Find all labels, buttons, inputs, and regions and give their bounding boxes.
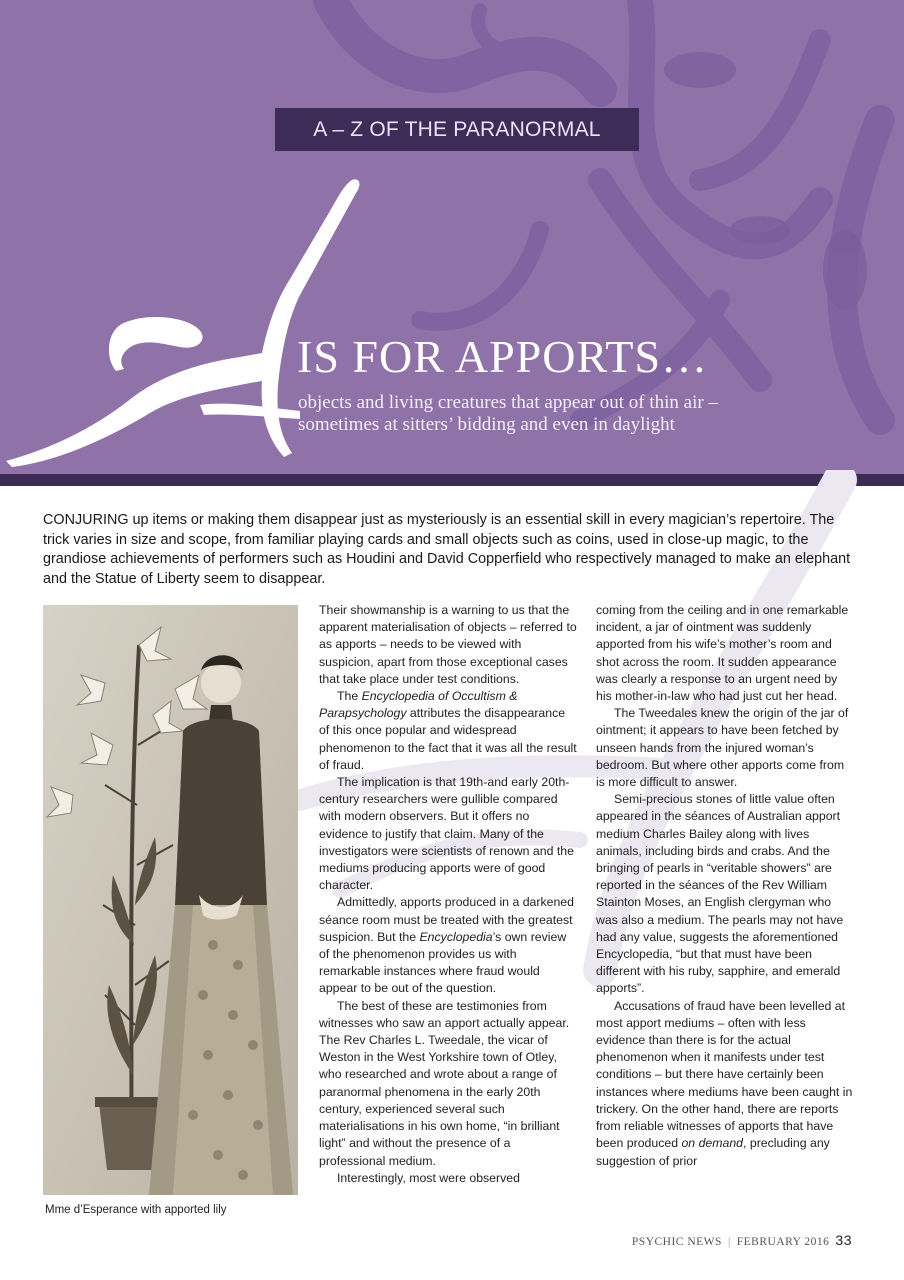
apported-lily-photo <box>43 605 298 1195</box>
text-run: The <box>337 689 362 704</box>
paragraph <box>319 688 577 774</box>
footer-separator: | <box>727 1236 731 1248</box>
intro-text: up items or making them disappear just as mysteriously is an essential skill in every magician’s repertoire. The trick varies in size and scope, from familiar playing cards and small objects such as coins, used in close-up magic, to the grandiose achievements of performers such as Houdini and David Copperfield who respectively managed to make an elephant and the Statue of Liberty seem to disappear. <box>43 512 851 587</box>
paragraph: Semi-precious stones of little value often appeared in the séances of Australian apport medium Charles Bailey along with lives animals, including birds and crabs. And the bringing of pearls in “veritable showers” are reported in the séances of the Rev William Stainton Moses, an English clergyman who was also a medium. The pearls may not have had any value, suggests the aforementioned Encyclopedia, “but that must have been different with his ruby, sapphire, and emerald apports”. <box>596 792 844 996</box>
paragraph: The best of these are testimonies from witnesses who saw an apport actually appear. The Rev Charles L. Tweedale, the vicar of Weston in the West Yorkshire town of Otley, who researched and wrote about a range of paranormal phenomena in the early 20th century, experienced several such materialisations in his own home, “in brilliant light” and without the presence of a professional medium. <box>319 998 570 1168</box>
article-column-2 <box>596 602 854 1170</box>
article-column-1 <box>319 602 577 1187</box>
text-run: Admittedly, apports produced in a darkened séance room must be treated with the greatest suspicion. But the <box>319 895 574 944</box>
section-badge: A – Z OF THE PARANORMAL <box>275 108 639 151</box>
text-run: ’s own review of the phenomenon provides us with remarkable instances where fraud would appear to be out of the question. <box>319 929 567 996</box>
text-run: Accusations of fraud have been levelled at most apport mediums – often with less evidence than there is for the actual phenomenon when it manifests under test conditions – but there have certainly been instances where mediums have been caught in trickery. On the other hand, there are reports from reliable witnesses of apports that have been produced <box>596 998 853 1151</box>
intro-lead: CONJURING <box>43 512 129 528</box>
standfirst <box>298 392 818 436</box>
paragraph: coming from the ceiling and in one remarkable incident, a jar of ointment was suddenly apported from his wife’s mother’s room and shot across the room. It sudden appearance was clearly a response to an urgent need by his mother-in-law who had just cut her head. <box>596 603 849 704</box>
intro-paragraph <box>43 511 863 589</box>
header-banner <box>0 0 904 474</box>
text-run: , precluding any suggestion of prior <box>596 1136 830 1168</box>
italic-title: Encyclopedia <box>419 929 493 944</box>
photo-mme-desperance <box>43 605 298 1195</box>
italic-phrase: on demand <box>681 1136 744 1151</box>
issue-date: FEBRUARY 2016 <box>736 1236 830 1248</box>
paragraph: Interestingly, most were observed <box>337 1170 520 1185</box>
paragraph <box>596 998 854 1170</box>
standfirst-line: objects and living creatures that appear out of thin air – <box>298 392 718 413</box>
paragraph: Their showmanship is a warning to us that the apparent materialisation of objects – referred to as apports – needs to be viewed with suspicion, apart from those exceptional cases that take place under test conditions. <box>319 603 577 686</box>
text-run: attributes the disappearance of this once popular and widespread phenomenon to the fact that it was all the result of fraud. <box>319 706 577 772</box>
page-footer <box>632 1232 852 1248</box>
headline: IS FOR APPORTS… <box>297 331 709 382</box>
photo-caption: Mme d’Esperance with apported lily <box>45 1204 227 1216</box>
standfirst-line: sometimes at sitters’ bidding and even in daylight <box>298 414 675 435</box>
page-number: 33 <box>835 1232 852 1248</box>
italic-title: Encyclopedia of Occultism & Parapsychology <box>319 689 518 721</box>
publication-name: PSYCHIC NEWS <box>631 1236 722 1248</box>
paragraph <box>319 894 577 997</box>
paragraph: The Tweedales knew the origin of the jar of ointment; it appears to have been fetched by unseen hands from the injured woman’s bedroom. But where other apports come from is more difficult to answer. <box>596 706 849 790</box>
paragraph: The implication is that 19th-and early 20th-century researchers were gullible compared with modern observers. But it offers no evidence to justify that claim. Many of the investigators were scientists of renown and the mediums producing apports were of good character. <box>319 775 574 893</box>
